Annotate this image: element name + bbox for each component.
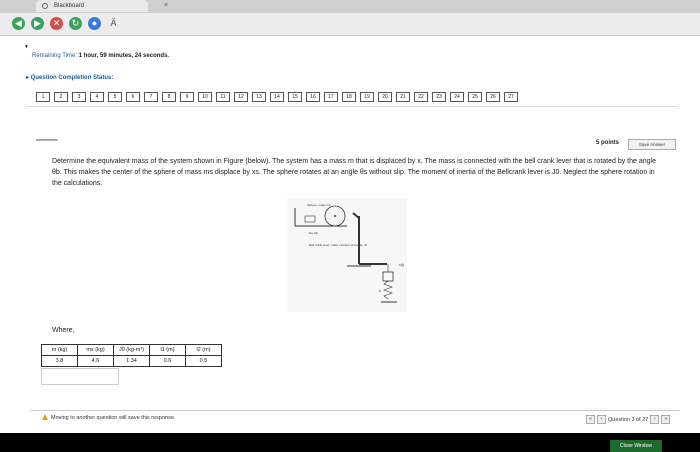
collapse-arrow-icon[interactable]: ▼ [24,44,29,50]
question-number-button[interactable]: 4 [90,92,104,102]
back-icon[interactable]: ◀ [12,17,25,30]
table-header-cell: ms (kg) [78,345,114,356]
completion-label: Question Completion Status: [30,75,114,81]
figure-label-sphere: Sphere, mass ms [307,203,331,207]
question-number-button[interactable]: 22 [414,92,428,102]
figure-label-bellcrank: Bell crank lever, mass moment of inertia, J0 [309,243,368,247]
refresh-icon[interactable]: ↻ [69,17,82,30]
question-number-button[interactable]: 19 [360,92,374,102]
browser-tab-bar [0,0,700,13]
question-number-button[interactable]: 24 [450,92,464,102]
question-number-button[interactable]: 6 [126,92,140,102]
stop-icon[interactable]: ✕ [50,17,63,30]
pager-text: Question 3 of 27 [608,416,649,423]
completion-status[interactable] [26,74,113,81]
table-value-cell: 3.8 [42,356,78,367]
close-window-button[interactable]: Close Window [610,440,662,452]
question-number-button[interactable]: 27 [504,92,518,102]
tab-close-icon[interactable]: × [164,2,169,9]
question-number-button[interactable]: 10 [198,92,212,102]
question-number-button[interactable]: 5 [108,92,122,102]
table-header-cell: J0 (kg-m²) [114,345,150,356]
question-number-button[interactable]: 21 [396,92,410,102]
blackboard-favicon-icon [42,3,48,9]
question-number-button[interactable]: 13 [252,92,266,102]
parameter-header-row [42,345,222,356]
answer-area[interactable] [41,368,119,385]
question-number-button[interactable]: 23 [432,92,446,102]
figure-label-noslip: No slip [309,231,319,235]
table-header-cell: l2 (m) [186,345,222,356]
previous-question-icon[interactable]: ‹ [597,415,606,424]
next-question-icon[interactable]: › [650,415,659,424]
remaining-time [32,53,169,59]
question-number-button[interactable]: 12 [234,92,248,102]
question-number-button[interactable]: 16 [306,92,320,102]
table-value-cell: 0.5 [186,356,222,367]
table-header-cell: m (kg) [42,345,78,356]
remaining-label: Remaining Time: [32,53,78,59]
question-number-button[interactable]: 26 [486,92,500,102]
question-number-button[interactable]: 8 [162,92,176,102]
parameter-value-row [42,356,222,367]
question-number-button[interactable]: 18 [342,92,356,102]
tab-title: Blackboard [54,3,85,9]
question-number-button[interactable]: 3 [72,92,86,102]
user-icon[interactable]: ● [88,17,101,30]
question-number-button[interactable]: 25 [468,92,482,102]
last-question-icon[interactable]: » [661,415,670,424]
first-question-icon[interactable]: « [586,415,595,424]
table-header-cell: l1 (m) [150,345,186,356]
figure-label-k: k [379,289,381,293]
browser-tab[interactable] [36,0,169,12]
question-number-button[interactable]: 14 [270,92,284,102]
question-number-button[interactable]: 9 [180,92,194,102]
exam-header-panel [26,38,678,107]
browser-toolbar [0,13,700,36]
remaining-value: 1 hour, 59 minutes, 24 seconds. [78,53,170,59]
question-number-button[interactable]: 11 [216,92,230,102]
completion-toggle-icon: ▸ [26,75,31,81]
question-number-button[interactable]: 1 [36,92,50,102]
question-label-strip: ━━━━━━ [36,138,58,144]
table-value-cell: 0.6 [150,356,186,367]
footer-note-text: Moving to another question will save this response. [51,415,176,421]
save-answer-button[interactable]: Save Answer [628,139,676,150]
forward-icon[interactable]: ▶ [31,17,44,30]
question-number-button[interactable]: 17 [324,92,338,102]
question-pager [586,415,670,424]
question-points: 5 points [596,140,620,146]
table-value-cell: 1.34 [114,356,150,367]
exam-page [0,36,700,449]
where-label: Where, [52,327,75,334]
footer-divider [30,410,680,411]
footer-note [42,414,175,421]
question-number-button[interactable]: 2 [54,92,68,102]
question-number-list [36,92,518,102]
question-number-button[interactable]: 7 [144,92,158,102]
question-text: Determine the equivalent mass of the system shown in Figure (below). The system has a mass m that is displaced by x. The mass is connected with the bell crank lever that is rotated by the angle θb. This makes the center of the sphere of mass ms displace by xs. The sphere rotates at an angle θs without slip. The moment of inertia of the Bellcrank lever is J0. Neglect the sphere rotation in the calculations. [52,158,656,187]
question-number-button[interactable]: 20 [378,92,392,102]
figure-label-x: x(t) [399,263,405,267]
parameter-table [41,344,222,367]
text-size-icon[interactable]: Ä [110,18,117,28]
warning-icon [42,414,48,420]
table-value-cell: 4.6 [78,356,114,367]
question-number-button[interactable]: 15 [288,92,302,102]
mechanism-figure [287,198,407,312]
